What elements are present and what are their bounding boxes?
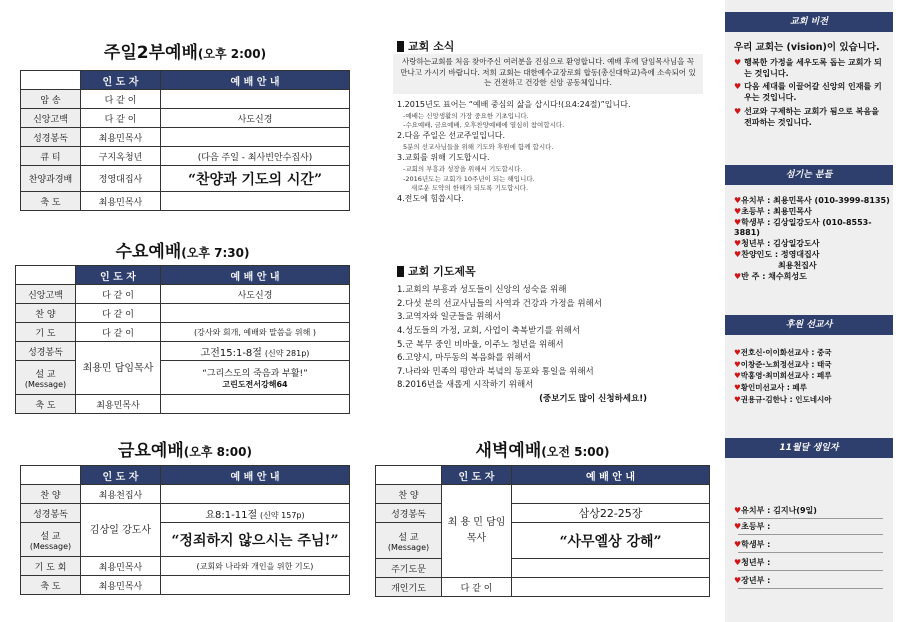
servants-list: ♥유치부 : 최용민목사 (010-3999-8135) ♥초등부 : 최용민목사 ♥학생부 : 김상일강도사 (010-8553-3881) ♥청년부 : 김상일강도사 ♥찬양인도 : 정영대집사 최용천집사 ♥반 주 : 채수희성도 bbox=[734, 196, 890, 281]
birthdays-list: ♥유치부 : 김지나(9일) bbox=[734, 506, 817, 515]
table-row: 개인기도 다 같 이 bbox=[376, 578, 710, 597]
birthdays-list-2: ♥초등부 : bbox=[734, 522, 771, 531]
friday-title: 금요예배(오후 8:00) bbox=[118, 441, 252, 461]
heart-icon: ♥ bbox=[734, 558, 742, 567]
vision-heading: 교회 비전 bbox=[725, 12, 893, 32]
wednesday-title: 수요예배(오후 7:30) bbox=[115, 242, 250, 262]
table-row: 성경봉독 삼상22-25장 bbox=[376, 504, 710, 523]
table-row: 축 도 최용민목사 bbox=[21, 192, 350, 211]
vision-block: 우리 교회는 (vision)이 있습니다. ♥ 행복한 가정을 세우도록 돕는 교회가 되는 것입니다. ♥ 다음 세대를 이끌어갈 신앙의 인재를 키우는 것입니다. ♥ 선교와 구제하는 교회가 됨으로 복음을 전파하는 것입니다. bbox=[734, 42, 882, 127]
table-row: 찬양과경배 정영대집사 “찬양과 기도의 시간” bbox=[21, 166, 350, 192]
heart-icon: ♥ bbox=[734, 522, 742, 531]
sunday-title: 주일2부예배(오후 2:00) bbox=[103, 43, 267, 63]
dawn-table: 인 도 자 예 배 안 내 찬 양 최 용 민 담임목사 성경봉독 삼상22-25장 설 교 (Message) “사무엘상 강해” 주기도문 개인기도 다 같 이 bbox=[375, 465, 710, 597]
table-row: 신앙고백 다 같 이 사도신경 bbox=[16, 285, 350, 304]
table-row: 찬 양 최 용 민 담임목사 bbox=[376, 485, 710, 504]
table-row: 찬 양 다 같 이 bbox=[16, 304, 350, 323]
heart-icon: ♥ bbox=[734, 249, 742, 259]
table-row: 축 도 최용민목사 bbox=[16, 395, 350, 414]
heart-icon: ♥ bbox=[734, 506, 742, 515]
table-row: 설 교 (Message) “그리스도의 죽음과 부활!” 고린도전서강해64 bbox=[16, 361, 350, 395]
table-row: 기 도 회 최용민목사 (교회와 나라와 개인을 위한 기도) bbox=[21, 557, 350, 576]
heart-icon: ♥ bbox=[734, 271, 742, 281]
wednesday-table: 인 도 자 예 배 안 내 신앙고백 다 같 이 사도신경 찬 양 다 같 이 기 도 다 같 이 (강사와 회개, 예배와 말씀을 위해 ) 성경봉독 최용민 담임목사 고전15:1-8절 (신약 281p) 설 교 (Message) “그리스도의 죽음과 부활!” 고린도전서강해64 축 도 최용민목사 bbox=[15, 265, 350, 414]
table-row: 축 도 최용민목사 bbox=[21, 576, 350, 595]
heart-icon: ♥ bbox=[734, 348, 741, 357]
heart-icon: ♥ bbox=[734, 57, 742, 67]
prayer-heading: 교회 기도제목 bbox=[397, 263, 476, 279]
heart-icon: ♥ bbox=[734, 82, 742, 92]
heart-icon: ♥ bbox=[734, 239, 742, 249]
table-row: 설 교 (Message) “사무엘상 강해” bbox=[376, 523, 710, 559]
table-row: 성경봉독 최용민목사 bbox=[21, 128, 350, 147]
table-row: 기 도 다 같 이 (강사와 회개, 예배와 말씀을 위해 ) bbox=[16, 323, 350, 342]
table-row: 설 교 (Message) “정죄하지 않으시는 주님!” bbox=[21, 523, 350, 557]
heart-icon: ♥ bbox=[734, 107, 742, 116]
friday-table: 인 도 자 예 배 안 내 찬 양 최용천집사 성경봉독 김상일 강도사 요8:1-11절 (신약 157p) 설 교 (Message) “정죄하지 않으시는 주님!” 기 도 회 최용민목사 (교회와 나라와 개인을 위한 기도) 축 도 최용민목사 bbox=[20, 465, 350, 595]
birthdays-list-5: ♥장년부 : bbox=[734, 576, 771, 585]
heart-icon: ♥ bbox=[734, 217, 742, 227]
heart-icon: ♥ bbox=[734, 394, 741, 404]
missionaries-heading: 후원 선교사 bbox=[725, 315, 893, 335]
heart-icon: ♥ bbox=[734, 576, 742, 585]
table-row: 암 송 다 같 이 bbox=[21, 90, 350, 109]
birthdays-heading: 11월달 생일자 bbox=[725, 438, 893, 458]
table-row: 성경봉독 김상일 강도사 요8:1-11절 (신약 157p) bbox=[21, 504, 350, 523]
table-row: 성경봉독 최용민 담임목사 고전15:1-8절 (신약 281p) bbox=[16, 342, 350, 361]
missionaries-list: ♥전호신·이이화선교사 : 중국 ♥이창준·노희정선교사 : 태국 ♥박홍영·최미희선교사 : 페루 ♥황인미선교사 : 페루 ♥권용규·김한나 : 인도네시아 bbox=[734, 348, 832, 404]
news-intro: 사랑하는교회를 처음 찾아주신 여러분을 진심으로 환영합니다. 예배 후에 담임목사님을 꼭 만나고 가시기 바랍니다. 저희 교회는 대한예수교장로회 합동(총신대학교)측에 소속되어 있는 건전하고 건강한 신앙 공동체입니다. bbox=[393, 54, 703, 94]
sunday-table: 인 도 자 예 배 안 내 암 송 다 같 이 신앙고백 다 같 이 사도신경 성경봉독 최용민목사 큐 티 구지옥청년 (다음 주일 - 최사빈안수집사) 찬양과경배 정영대집사 “찬양과 기도의 시간” 축 도 최용민목사 bbox=[20, 70, 350, 211]
birthdays-list-4: ♥청년부 : bbox=[734, 558, 771, 567]
table-row: 큐 티 구지옥청년 (다음 주일 - 최사빈안수집사) bbox=[21, 147, 350, 166]
heart-icon: ♥ bbox=[734, 371, 741, 381]
heart-icon: ♥ bbox=[734, 359, 741, 369]
prayer-list: 1.교회의 부흥과 성도들이 신앙의 성숙을 위해 2.다섯 분의 선교사님들의 사역과 건강과 가정을 위해서 3.교역자와 일군들을 위해서 4.성도들의 가정, 교회, 사업이 축복받기를 위해서 5.군 복무 중인 비바울, 이주노 청년을 위해서 6.고양시, 마두동의 복음화를 위해서 7.나라와 민족의 평안과 북녘의 동포와 통일을 위해서 8.2016년을 새롭게 시작하기 위해서 (중보기도 많이 신청하세요!) bbox=[397, 285, 647, 404]
dawn-title: 새벽예배(오전 5:00) bbox=[475, 441, 610, 461]
table-row: 주기도문 bbox=[376, 559, 710, 578]
servants-heading: 섬기는 분들 bbox=[725, 165, 893, 185]
table-row: 신앙고백 다 같 이 사도신경 bbox=[21, 109, 350, 128]
heart-icon: ♥ bbox=[734, 206, 742, 216]
heart-icon: ♥ bbox=[734, 382, 741, 392]
table-row: 찬 양 최용천집사 bbox=[21, 485, 350, 504]
heart-icon: ♥ bbox=[734, 540, 742, 549]
news-heading: 교회 소식 bbox=[397, 38, 454, 54]
heart-icon: ♥ bbox=[734, 196, 742, 205]
news-list: 1.2015년도 표어는 “예배 중심의 삶을 삽시다!(요4:24절)”입니다. -예배는 신앙생활의 가장 중요한 기초입니다. -수요예배, 금요예배, 오후찬양예배에 열심히 참여합시다. 2.다음 주일은 선교주일입니다. 5분의 선교사님들을 위해 기도와 후원에 함께 합시다. 3.교회를 위해 기도합시다. -교회의 부흥과 성장을 위해서 기도합시다. -2016년도는 교회가 10주년이 되는 해입니다. 새로운 도약의 한해가 되도록 기도합시다. 4.전도에 힘씁시다. bbox=[397, 100, 631, 203]
birthdays-list-3: ♥학생부 : bbox=[734, 540, 771, 549]
